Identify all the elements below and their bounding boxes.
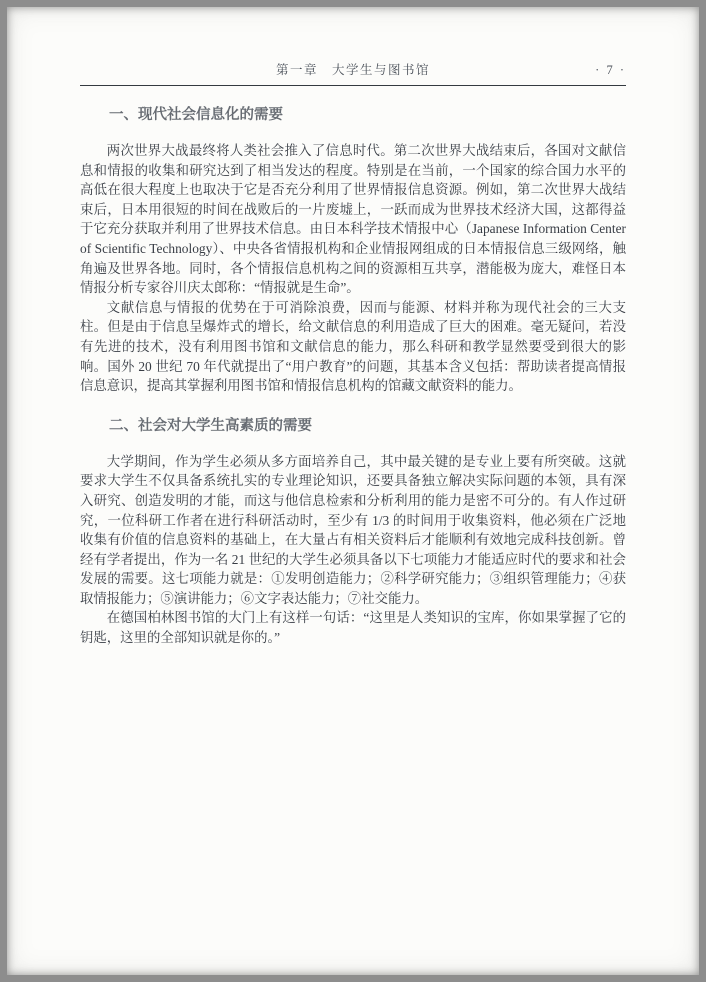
running-header [80, 63, 626, 78]
header-rule [80, 85, 626, 86]
body-paragraph: 在德国柏林图书馆的大门上有这样一句话：“这里是人类知识的宝库，你如果掌握了它的钥匙，这里的全部知识就是你的。” [80, 610, 626, 646]
page-content [7, 7, 699, 648]
chapter-title: 第一章 大学生与图书馆 [275, 63, 430, 77]
section-heading-information-society: 一、现代社会信息化的需要 [109, 107, 283, 123]
body-paragraph: 两次世界大战最终将人类社会推入了信息时代。第二次世界大战结束后，各国对文献信息和情报的收集和研究达到了相当发达的程度。特别是在当前，一个国家的综合国力水平的高低在很大程度上也取决于它是否充分利用了世界情报信息资源。例如，第二次世界大战结束后，日本用很短的时间在战败后的一片废墟上，一跃而成为世界技术经济大国，这都得益于它充分获取并利用了世界技术信息。由日本科学技术情报中心（Japanese Information Center of Scientific Technology）、中央各省情报机构和企业情报网组成的日本情报信息三级网络，触角遍及世界各地。同时，各个情报信息机构之间的资源相互共享，潜能极为庞大，难怪日本情报分析专家谷川庆太郎称：“情报就是生命”。 [80, 143, 626, 296]
body-paragraph: 文献信息与情报的优势在于可消除浪费，因而与能源、材料并称为现代社会的三大支柱。但是由于信息呈爆炸式的增长，给文献信息的利用造成了巨大的困难。毫无疑问，若没有先进的技术，没有利用图书馆和文献信息的能力，那么科研和教学显然要受到很大的影响。国外 20 世纪 70 年代就提出了“用户教育”的问题，其基本含义包括：帮助读者提高情报信息意识，提高其掌握利用图书馆和情报信息机构的馆藏文献资料的能力。 [80, 299, 626, 394]
page-number: · 7 · [595, 63, 626, 77]
body-paragraph: 大学期间，作为学生必须从多方面培养自己，其中最关键的是专业上要有所突破。这就要求大学生不仅具备系统扎实的专业理论知识，还要具备独立解决实际问题的本领，具有深入研究、创造发明的才能，而这与他信息检索和分析利用的能力是密不可分的。有人作过研究，一位科研工作者在进行科研活动时，至少有 1/3 的时间用于收集资料，他必须在广泛地收集有价值的信息资料的基础上，在大量占有相关资料后才能顺利有效地完成科技创新。曾经有学者提出，作为一名 21 世纪的大学生必须具备以下七项能力才能适应时代的要求和社会发展的需要。这七项能力就是：①发明创造能力；②科学研究能力；③组织管理能力；④获取情报能力；⑤演讲能力；⑥文字表达能力；⑦社交能力。 [80, 453, 626, 606]
book-page [7, 7, 699, 975]
section-heading-student-quality: 二、社会对大学生高素质的需要 [109, 417, 312, 434]
